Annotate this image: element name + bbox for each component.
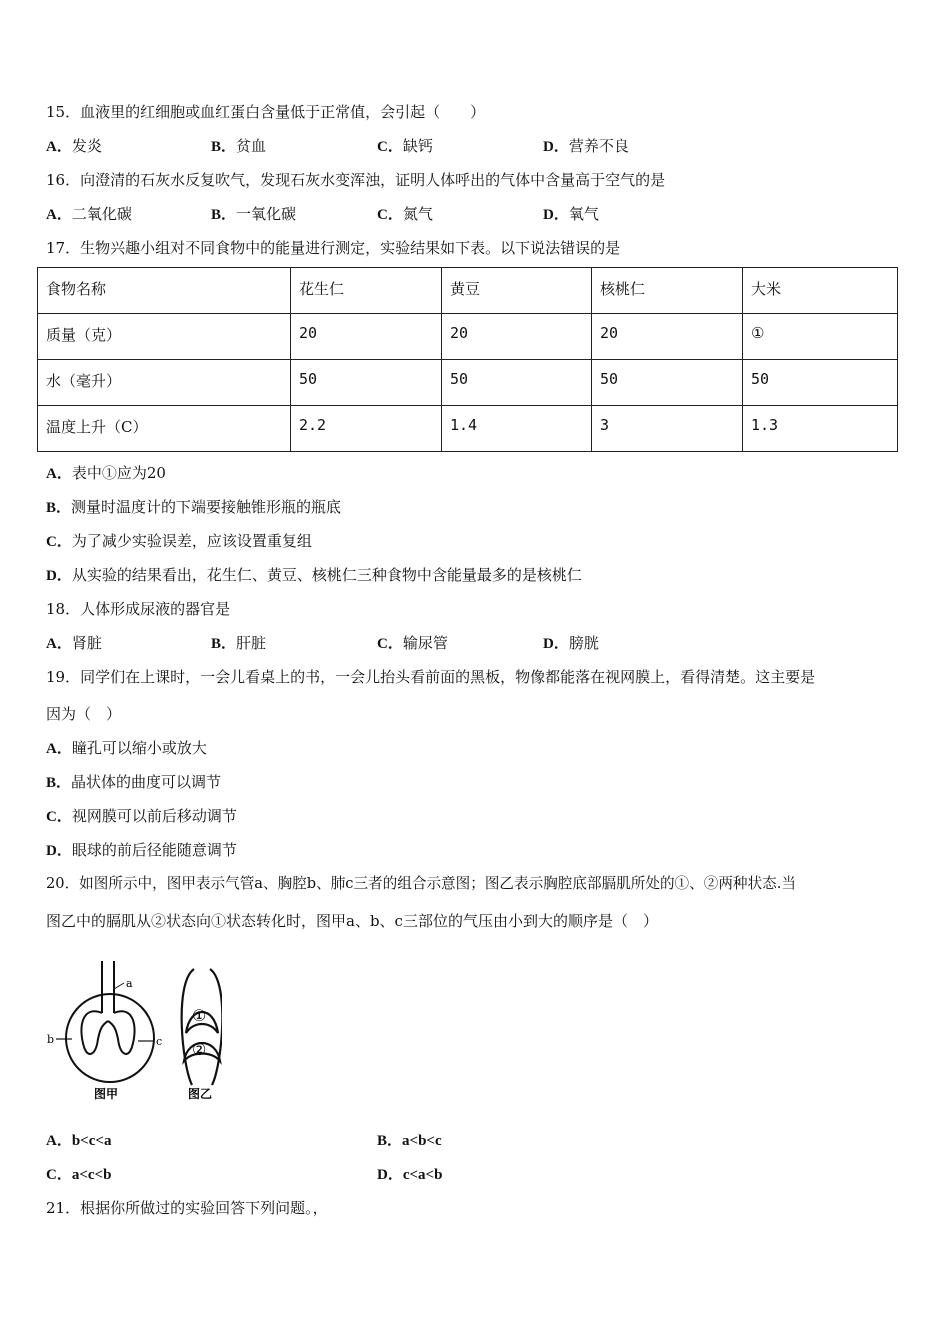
table-cell: 50: [442, 360, 592, 406]
table-cell: ①: [743, 314, 898, 360]
q20-option-b: B．a<b<c: [377, 1133, 442, 1149]
table-row: [38, 406, 898, 452]
state-2-label: ②: [192, 1040, 207, 1059]
q19-option-b: B．晶状体的曲度可以调节: [46, 773, 222, 791]
table-cell: 20: [592, 314, 743, 360]
table-cell: 花生仁: [291, 268, 442, 314]
q20-option-a: A．b<c<a: [46, 1133, 112, 1149]
q19-option-d: D．眼球的前后径能随意调节: [46, 841, 237, 859]
table-cell: 黄豆: [442, 268, 592, 314]
table-cell: 食物名称: [38, 268, 291, 314]
label-a: a: [126, 977, 133, 990]
table-cell: 50: [291, 360, 442, 406]
q17-option-d: D．从实验的结果看出，花生仁、黄豆、核桃仁三种食物中含能量最多的是核桃仁: [46, 566, 582, 584]
q16-stem: 16．向澄清的石灰水反复吹气，发现石灰水变浑浊，证明人体呼出的气体中含量高于空气的是: [46, 171, 666, 189]
q19-option-c: C．视网膜可以前后移动调节: [46, 807, 237, 825]
q17-stem: 17．生物兴趣小组对不同食物中的能量进行测定，实验结果如下表。以下说法错误的是: [46, 239, 621, 257]
q20-stem-line2: 图乙中的膈肌从②状态向①状态转化时，图甲a、b、c三部位的气压由小到大的顺序是（ ）: [46, 912, 658, 930]
table-cell: 1.4: [442, 406, 592, 452]
q17-option-c: C．为了减少实验误差，应该设置重复组: [46, 532, 312, 550]
q19-stem-line2: 因为（ ）: [46, 705, 122, 723]
respiration-diagram: [42, 955, 222, 1110]
figure-yi: [182, 969, 222, 1085]
table-cell: 50: [592, 360, 743, 406]
q17-option-a: A．表中①应为20: [46, 464, 166, 482]
q20-stem-line1: 20．如图所示中，图甲表示气管a、胸腔b、肺c三者的组合示意图；图乙表示胸腔底部膈肌所处的①、②两种状态.当: [46, 875, 796, 892]
table-cell: 2.2: [291, 406, 442, 452]
left-lung: [81, 1011, 108, 1054]
q18-option-d: D．膀胱: [543, 634, 599, 652]
q18-option-b: B．肝脏: [211, 634, 267, 652]
table-cell: 20: [442, 314, 592, 360]
right-lung: [108, 1011, 135, 1054]
q16-option-a: A．二氧化碳: [46, 205, 132, 223]
q15-option-d: D．营养不良: [543, 137, 629, 155]
table-cell: 水（毫升）: [38, 360, 291, 406]
q20-option-d: D．c<a<b: [377, 1167, 443, 1183]
q18-option-a: A．肾脏: [46, 634, 102, 652]
q16-option-c: C．氮气: [377, 205, 433, 223]
thorax-circle: [66, 994, 154, 1082]
q20-option-c: C．a<c<b: [46, 1167, 112, 1183]
table-cell: 1.3: [743, 406, 898, 452]
q15-option-b: B．贫血: [211, 137, 267, 155]
table-header-row: [38, 268, 898, 314]
state-1-label: ①: [192, 1006, 207, 1025]
q19-option-a: A．瞳孔可以缩小或放大: [46, 739, 207, 757]
table-cell: 20: [291, 314, 442, 360]
q18-option-c: C．输尿管: [377, 634, 448, 652]
table-cell: 核桃仁: [592, 268, 743, 314]
caption-yi: 图乙: [188, 1087, 213, 1101]
q17-option-b: B．测量时温度计的下端要接触锥形瓶的瓶底: [46, 498, 342, 516]
q19-stem-line1: 19．同学们在上课时，一会儿看桌上的书，一会儿抬头看前面的黑板，物像都能落在视网膜上，看得清楚。这主要是: [46, 668, 816, 686]
table-cell: 3: [592, 406, 743, 452]
table-cell: 50: [743, 360, 898, 406]
q16-option-b: B．一氧化碳: [211, 205, 297, 223]
label-c: c: [156, 1035, 163, 1048]
caption-jia: 图甲: [94, 1087, 119, 1101]
q16-option-d: D．氧气: [543, 205, 599, 223]
q15-option-a: A．发炎: [46, 137, 102, 155]
food-energy-table: [37, 267, 898, 452]
q21-stem: 21．根据你所做过的实验回答下列问题。，: [46, 1199, 328, 1217]
q18-stem: 18．人体形成尿液的器官是: [46, 600, 231, 618]
q15-option-c: C．缺钙: [377, 137, 433, 155]
table-cell: 大米: [743, 268, 898, 314]
figure-jia: [56, 961, 154, 1082]
label-b: b: [47, 1033, 55, 1046]
table-row: [38, 314, 898, 360]
table-row: [38, 360, 898, 406]
table-cell: 质量（克）: [38, 314, 291, 360]
table-cell: 温度上升（C）: [38, 406, 291, 452]
trachea: [102, 961, 114, 1013]
q15-stem: 15．血液里的红细胞或血红蛋白含量低于正常值，会引起（ ）: [46, 103, 486, 121]
